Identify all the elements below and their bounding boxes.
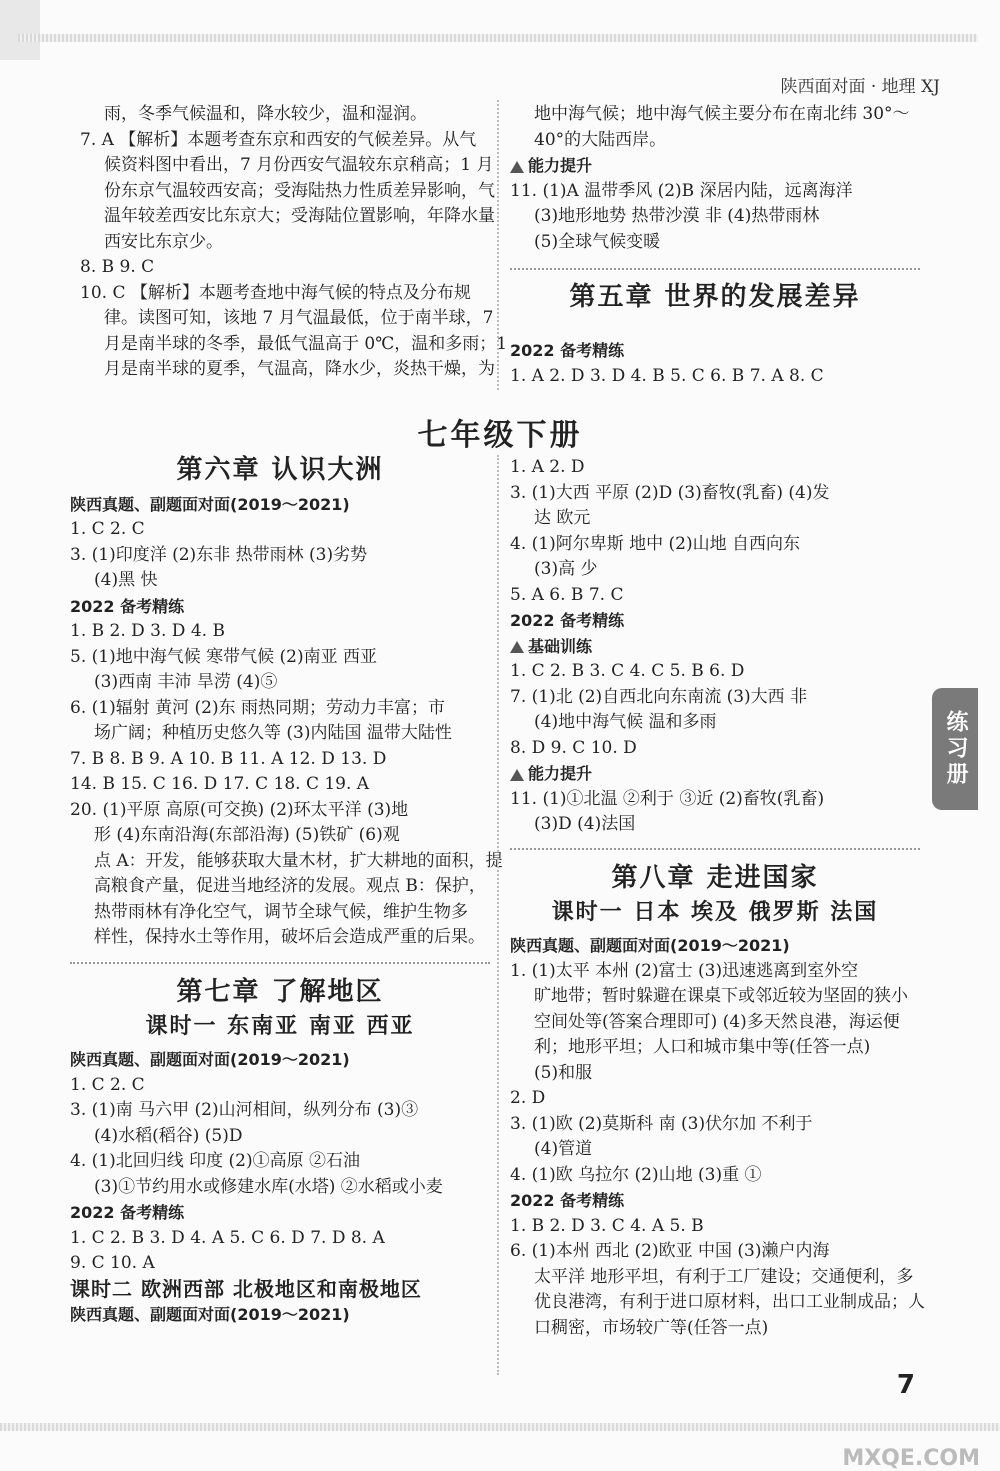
text-line: 4. (1)欧 乌拉尔 (2)山地 (3)重 ① [510, 1164, 762, 1185]
left-column-lower [70, 977, 490, 1328]
text-line: 1. C 2. B 3. D 4. A 5. C 6. D 7. D 8. A [70, 1227, 385, 1248]
text-line: 8. B 9. C [80, 257, 155, 277]
text-line: 热带雨林有净化空气，调节全球气候，维护生物多 [94, 901, 468, 922]
text-line: 样性，保持水土等作用，破坏后会造成严重的后果。 [94, 927, 485, 947]
page-title: 七年级下册 [417, 418, 583, 453]
text-line: 10. C 【解析】本题考查地中海气候的特点及分布规 [80, 282, 471, 303]
top-right-column [510, 102, 920, 255]
text-line: 口稠密，市场较广等(任答一点) [534, 1317, 769, 1338]
text-line: 月是南半球的冬季，最低气温高于 0℃，温和多雨；1 [104, 333, 508, 354]
text-line: 候资料图中看出，7 月份西安气温较东京稍高；1 月 [104, 155, 494, 175]
basic-label: 基础训练 [510, 634, 920, 660]
exam-label: 陕西真题、副题面对面(2019～2021) [510, 936, 790, 955]
text-line: 4. (1)北回归线 印度 (2)①高原 ②石油 [70, 1151, 360, 1171]
lesson1-heading: 课时一 东南亚 南亚 西亚 [145, 1013, 415, 1039]
ability-label: 能力提升 [510, 761, 920, 787]
prep-label: 2022 备考精练 [70, 1203, 185, 1222]
text-line: 1. C 2. C [70, 519, 145, 539]
header-title: 陕西面对面 · 地理 XJ [780, 77, 940, 97]
chapter6-heading: 第六章 认识大洲 [176, 455, 384, 485]
text-line: (5)和服 [534, 1062, 593, 1083]
section-divider [510, 268, 920, 270]
text-line: 空间处等(答案合理即可) (4)多天然良港，海运便 [534, 1011, 900, 1032]
left-column [70, 455, 503, 951]
header-stripe [18, 34, 978, 42]
text-line: 20. (1)平原 高原(可交换) (2)环太平洋 (3)地 [70, 799, 409, 820]
watermark: MXQE.COM [842, 1446, 980, 1471]
text-line: 7. A 【解析】本题考查东京和西安的气候差异。从气 [80, 129, 477, 150]
exam-label: 陕西真题、副题面对面(2019～2021) [70, 1305, 350, 1324]
text-line: 1. B 2. D 3. D 4. B [70, 621, 225, 641]
text-line: (3)西南 丰沛 旱涝 (4)⑤ [94, 672, 278, 692]
text-line: 11. (1)A 温带季风 (2)B 深居内陆，远离海洋 [510, 180, 853, 201]
exam-label: 陕西真题、副题面对面(2019～2021) [70, 494, 350, 514]
text-line: 11. (1)①北温 ②利于 ③近 (2)畜牧(乳畜) [510, 788, 825, 809]
text-line: 4. (1)阿尔卑斯 地中 (2)山地 自西向东 [510, 533, 800, 554]
text-line: (4)水稻(稻谷) (5)D [94, 1125, 243, 1146]
text-line: 6. (1)辐射 黄河 (2)东 雨热同期；劳动力丰富；市 [70, 697, 445, 718]
right-column [510, 455, 920, 838]
text-line: (4)黑 快 [94, 570, 158, 590]
prep-label: 2022 备考精练 [510, 611, 625, 630]
prep-label: 2022 备考精练 [70, 596, 185, 616]
text-line: (4)管道 [534, 1139, 593, 1159]
chapter5-body [510, 338, 920, 389]
text-line: 1. A 2. D 3. D 4. B 5. C 6. B 7. A 8. C [510, 365, 824, 386]
triangle-icon [510, 641, 524, 653]
lesson2-heading: 课时二 欧洲西部 北极地区和南极地区 [70, 1276, 422, 1301]
text-line: 1. B 2. D 3. C 4. A 5. B [510, 1215, 704, 1236]
text-line: 达 欧元 [534, 508, 591, 528]
prep-label: 2022 备考精练 [510, 1191, 625, 1210]
triangle-icon [510, 161, 524, 173]
text-line: 利；地形平坦；人口和城市集中等(任答一点) [534, 1037, 871, 1057]
text-line: 7. (1)北 (2)自西北向东南流 (3)大西 非 [510, 686, 808, 707]
text-line: (3)D (4)法国 [534, 814, 636, 834]
right-column-lower [510, 863, 925, 1341]
text-line: 温年较差西安比东京大；受海陆位置影响，年降水量 [104, 206, 495, 226]
exam-label: 陕西真题、副题面对面(2019～2021) [70, 1050, 350, 1069]
chapter5-heading: 第五章 世界的发展差异 [569, 282, 861, 312]
text-line: (3)①节约用水或修建水库(水塔) ②水稻或小麦 [94, 1176, 443, 1197]
column-divider [497, 100, 499, 390]
prep-label: 2022 备考精练 [510, 341, 625, 360]
ability-label: 能力提升 [510, 153, 920, 179]
text-line: 7. B 8. B 9. A 10. B 11. A 12. D 13. D [70, 748, 387, 769]
section-divider [70, 962, 490, 964]
text-line: 律。读图可知，该地 7 月气温最低，位于南半球，7 [104, 308, 494, 328]
text-line: 份东京气温较西安高；受海陆热力性质差异影响，气 [104, 180, 495, 201]
top-left-column [80, 102, 508, 383]
text-line: 场广阔；种植历史悠久等 (3)内陆国 温带大陆性 [94, 723, 452, 743]
text-line: 点 A：开发，能够获取大量木材，扩大耕地的面积，提 [94, 850, 503, 871]
text-line: (3)高 少 [534, 559, 598, 579]
bottom-stripe [0, 1423, 1000, 1431]
text-line: 旷地带；暂时躲避在课桌下或邻近较为坚固的狭小 [534, 986, 908, 1006]
text-line: 高粮食产量，促进当地经济的发展。观点 B：保护， [94, 876, 486, 896]
text-line: 1. C 2. B 3. C 4. C 5. B 6. D [510, 661, 745, 681]
text-line: 3. (1)南 马六甲 (2)山河相间，纵列分布 (3)③ [70, 1100, 419, 1120]
text-line: 西安比东京少。 [104, 231, 223, 252]
text-line: 2. D [510, 1088, 546, 1108]
text-line: 40°的大陆西岸。 [534, 129, 667, 150]
chapter7-heading: 第七章 了解地区 [176, 977, 384, 1007]
text-line: 雨，冬季气候温和，降水较少，温和湿润。 [104, 104, 427, 124]
section-divider [510, 848, 920, 850]
header-corner [0, 0, 40, 60]
text-line: 5. (1)地中海气候 寒带气候 (2)南亚 西亚 [70, 646, 377, 667]
text-line: 6. (1)本州 西北 (2)欧亚 中国 (3)濑户内海 [510, 1241, 830, 1261]
side-tab: 练习册 [932, 688, 978, 810]
text-line: 1. A 2. D [510, 457, 585, 477]
text-line: 3. (1)印度洋 (2)东非 热带雨林 (3)劣势 [70, 544, 368, 565]
text-line: 5. A 6. B 7. C [510, 584, 624, 605]
text-line: (5)全球气候变暖 [534, 231, 661, 252]
text-line: 地中海气候；地中海气候主要分布在南北纬 30°～ [534, 104, 910, 124]
text-line: 1. (1)太平 本州 (2)富士 (3)迅速逃离到室外空 [510, 960, 859, 981]
lesson1-heading: 课时一 日本 埃及 俄罗斯 法国 [551, 899, 879, 925]
text-line: 优良港湾，有利于进口原材料，出口工业制成品；人 [534, 1292, 925, 1312]
text-line: (3)地形地势 热带沙漠 非 (4)热带雨林 [534, 206, 820, 226]
text-line: 月是南半球的夏季，气温高，降水少，炎热干燥，为 [104, 359, 495, 379]
text-line: 太平洋 地形平坦，有利于工厂建设；交通便利，多 [534, 1266, 914, 1287]
text-line: 形 (4)东南沿海(东部沿海) (5)铁矿 (6)观 [94, 825, 400, 845]
triangle-icon [510, 769, 524, 781]
page-number: 7 [896, 1370, 915, 1400]
text-line: (4)地中海气候 温和多雨 [534, 712, 717, 732]
text-line: 3. (1)大西 平原 (2)D (3)畜牧(乳畜) (4)发 [510, 482, 830, 503]
text-line: 14. B 15. C 16. D 17. C 18. C 19. A [70, 774, 370, 794]
text-line: 8. D 9. C 10. D [510, 737, 637, 758]
text-line: 9. C 10. A [70, 1253, 155, 1273]
text-line: 1. C 2. C [70, 1074, 145, 1095]
text-line: 3. (1)欧 (2)莫斯科 南 (3)伏尔加 不利于 [510, 1113, 813, 1134]
column-divider [497, 455, 499, 1375]
chapter8-heading: 第八章 走进国家 [611, 863, 819, 893]
